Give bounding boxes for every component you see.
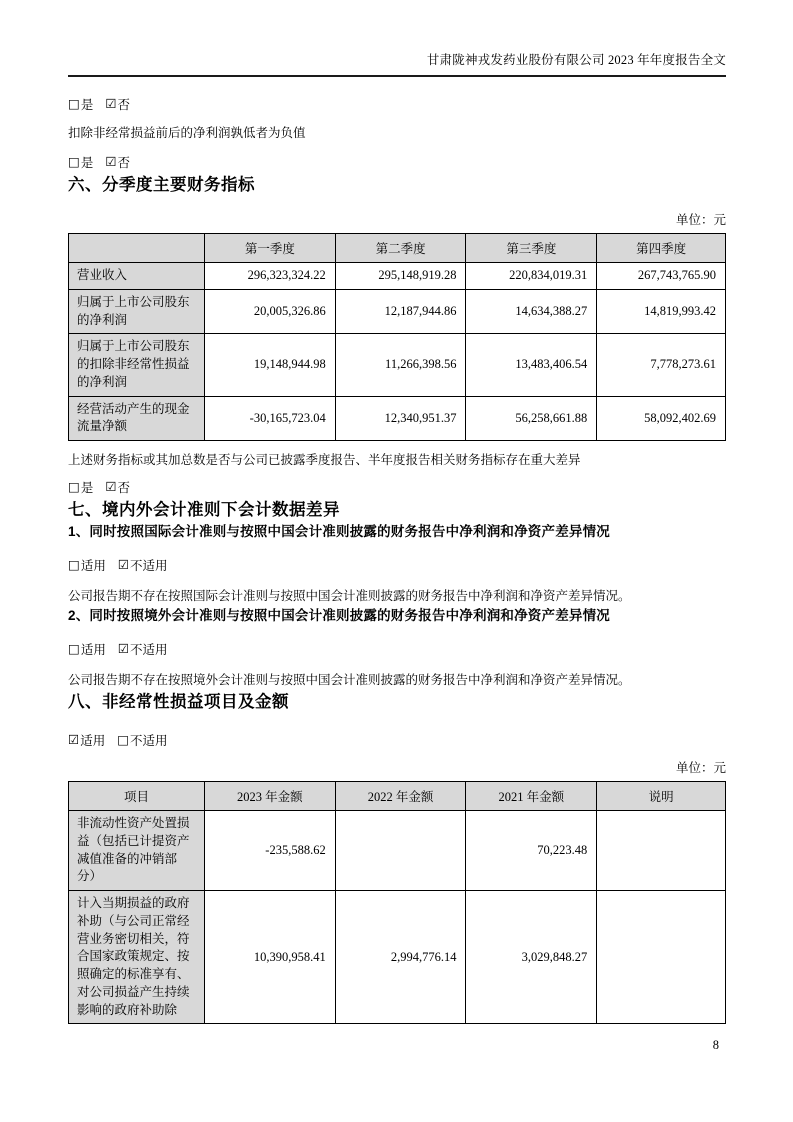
checkbox-no[interactable] bbox=[105, 153, 130, 171]
nonrecurring-items-table bbox=[68, 781, 726, 1024]
checkbox-checked-icon: ☑ bbox=[105, 95, 117, 111]
cell-q2: 12,340,951.37 bbox=[335, 396, 466, 441]
cell-note bbox=[597, 811, 726, 891]
checkbox-yes[interactable] bbox=[68, 95, 93, 113]
cell-q4: 58,092,402.69 bbox=[597, 396, 726, 441]
checkbox-label: 适用 bbox=[80, 734, 106, 748]
table-row bbox=[69, 891, 726, 1024]
table-row bbox=[69, 811, 726, 891]
section-title-quarterly-indicators: 六、分季度主要财务指标 bbox=[68, 176, 255, 194]
table-row bbox=[69, 289, 726, 334]
table-row bbox=[69, 334, 726, 396]
report-header-title: 甘肃陇神戎发药业股份有限公司 2023 年年度报告全文 bbox=[68, 50, 726, 77]
cell-2023: -235,588.62 bbox=[204, 811, 335, 891]
quarterly-financials-table bbox=[68, 233, 726, 441]
row-label: 非流动性资产处置损益（包括已计提资产减值准备的冲销部分） bbox=[69, 811, 205, 891]
checkbox-label: 否 bbox=[117, 156, 131, 170]
column-header-note: 说明 bbox=[597, 782, 726, 811]
column-header-2023: 2023 年金额 bbox=[204, 782, 335, 811]
table-row bbox=[69, 396, 726, 441]
cell-q3: 220,834,019.31 bbox=[466, 263, 597, 290]
checkbox-no[interactable] bbox=[105, 478, 130, 496]
checkbox-applicable[interactable] bbox=[68, 556, 106, 574]
checkbox-line-nonrecurring-applicable bbox=[68, 731, 726, 749]
subsection-title-intl-standards: 1、同时按照国际会计准则与按照中国会计准则披露的财务报告中净利润和净资产差异情况 bbox=[68, 524, 611, 539]
cell-q2: 295,148,919.28 bbox=[335, 263, 466, 290]
cell-q1: 296,323,324.22 bbox=[204, 263, 335, 290]
cell-note bbox=[597, 891, 726, 1024]
page-number: 8 bbox=[712, 1038, 719, 1052]
cell-q2: 12,187,944.86 bbox=[335, 289, 466, 334]
cell-q4: 7,778,273.61 bbox=[597, 334, 726, 396]
checkbox-label: 不适用 bbox=[130, 643, 168, 657]
column-header-q4: 第四季度 bbox=[597, 234, 726, 263]
checkbox-yes[interactable] bbox=[68, 153, 93, 171]
row-label: 经营活动产生的现金流量净额 bbox=[69, 396, 205, 441]
checkbox-checked-icon: ☑ bbox=[105, 478, 117, 494]
checkbox-label: 适用 bbox=[80, 643, 106, 657]
checkbox-line-intl-applicable bbox=[68, 556, 726, 574]
unit-label: 单位：元 bbox=[675, 761, 726, 775]
subsection-title-overseas-standards: 2、同时按照境外会计准则与按照中国会计准则披露的财务报告中净利润和净资产差异情况 bbox=[68, 608, 611, 623]
checkbox-unchecked-icon: □ bbox=[68, 640, 80, 656]
cell-q3: 56,258,661.88 bbox=[466, 396, 597, 441]
cell-q4: 267,743,765.90 bbox=[597, 263, 726, 290]
checkbox-label: 不适用 bbox=[130, 734, 168, 748]
column-header-2022: 2022 年金额 bbox=[335, 782, 466, 811]
cell-q4: 14,819,993.42 bbox=[597, 289, 726, 334]
checkbox-line-quarterly-diff bbox=[68, 478, 726, 496]
checkbox-label: 否 bbox=[117, 481, 131, 495]
checkbox-applicable[interactable] bbox=[68, 640, 106, 658]
cell-2022: 2,994,776.14 bbox=[335, 891, 466, 1024]
checkbox-unchecked-icon: □ bbox=[68, 95, 80, 111]
checkbox-not-applicable[interactable] bbox=[118, 640, 168, 658]
overseas-standards-statement: 公司报告期不存在按照境外会计准则与按照中国会计准则披露的财务报告中净利润和净资产差异情况。 bbox=[68, 673, 631, 687]
cell-2023: 10,390,958.41 bbox=[204, 891, 335, 1024]
checkbox-applicable[interactable] bbox=[68, 731, 105, 749]
checkbox-line-negative bbox=[68, 153, 726, 171]
checkbox-label: 是 bbox=[80, 481, 94, 495]
column-header-2021: 2021 年金额 bbox=[466, 782, 597, 811]
cell-q1: -30,165,723.04 bbox=[204, 396, 335, 441]
quarterly-note: 上述财务指标或其加总数是否与公司已披露季度报告、半年度报告相关财务指标存在重大差异 bbox=[68, 453, 581, 467]
row-label: 营业收入 bbox=[69, 263, 205, 290]
cell-2021: 70,223.48 bbox=[466, 811, 597, 891]
checkbox-label: 是 bbox=[80, 156, 94, 170]
cell-q1: 20,005,326.86 bbox=[204, 289, 335, 334]
negative-profit-question: 扣除非经常损益前后的净利润孰低者为负值 bbox=[68, 126, 306, 140]
cell-q1: 19,148,944.98 bbox=[204, 334, 335, 396]
checkbox-line-overseas-applicable bbox=[68, 640, 726, 658]
column-header-blank bbox=[69, 234, 205, 263]
row-label: 归属于上市公司股东的扣除非经常性损益的净利润 bbox=[69, 334, 205, 396]
checkbox-label: 不适用 bbox=[130, 559, 168, 573]
cell-2022 bbox=[335, 811, 466, 891]
column-header-item: 项目 bbox=[69, 782, 205, 811]
row-label: 计入当期损益的政府补助（与公司正常经营业务密切相关，符合国家政策规定、按照确定的标准享有、对公司损益产生持续影响的政府补助除 bbox=[69, 891, 205, 1024]
table-header-row bbox=[69, 782, 726, 811]
checkbox-unchecked-icon: □ bbox=[68, 478, 80, 494]
checkbox-checked-icon: ☑ bbox=[117, 640, 130, 656]
unit-label: 单位：元 bbox=[675, 213, 726, 227]
cell-q2: 11,266,398.56 bbox=[335, 334, 466, 396]
checkbox-line-negative-pre bbox=[68, 95, 726, 113]
cell-q3: 13,483,406.54 bbox=[466, 334, 597, 396]
checkbox-no[interactable] bbox=[105, 95, 130, 113]
checkbox-label: 是 bbox=[80, 98, 94, 112]
cell-q3: 14,634,388.27 bbox=[466, 289, 597, 334]
checkbox-unchecked-icon: □ bbox=[68, 153, 80, 169]
checkbox-checked-icon: ☑ bbox=[105, 153, 117, 169]
column-header-q3: 第三季度 bbox=[466, 234, 597, 263]
table-row bbox=[69, 263, 726, 290]
checkbox-unchecked-icon: □ bbox=[117, 731, 130, 747]
checkbox-yes[interactable] bbox=[68, 478, 93, 496]
checkbox-checked-icon: ☑ bbox=[68, 731, 80, 747]
table-header-row bbox=[69, 234, 726, 263]
column-header-q1: 第一季度 bbox=[204, 234, 335, 263]
section-title-nonrecurring-items: 八、非经常性损益项目及金额 bbox=[68, 693, 289, 711]
row-label: 归属于上市公司股东的净利润 bbox=[69, 289, 205, 334]
checkbox-label: 否 bbox=[117, 98, 131, 112]
checkbox-not-applicable[interactable] bbox=[118, 556, 168, 574]
intl-standards-statement: 公司报告期不存在按照国际会计准则与按照中国会计准则披露的财务报告中净利润和净资产差异情况。 bbox=[68, 589, 631, 603]
checkbox-unchecked-icon: □ bbox=[68, 556, 80, 572]
column-header-q2: 第二季度 bbox=[335, 234, 466, 263]
checkbox-not-applicable[interactable] bbox=[117, 731, 167, 749]
section-title-accounting-differences: 七、境内外会计准则下会计数据差异 bbox=[68, 501, 340, 519]
checkbox-checked-icon: ☑ bbox=[117, 556, 130, 572]
cell-2021: 3,029,848.27 bbox=[466, 891, 597, 1024]
checkbox-label: 适用 bbox=[80, 559, 106, 573]
